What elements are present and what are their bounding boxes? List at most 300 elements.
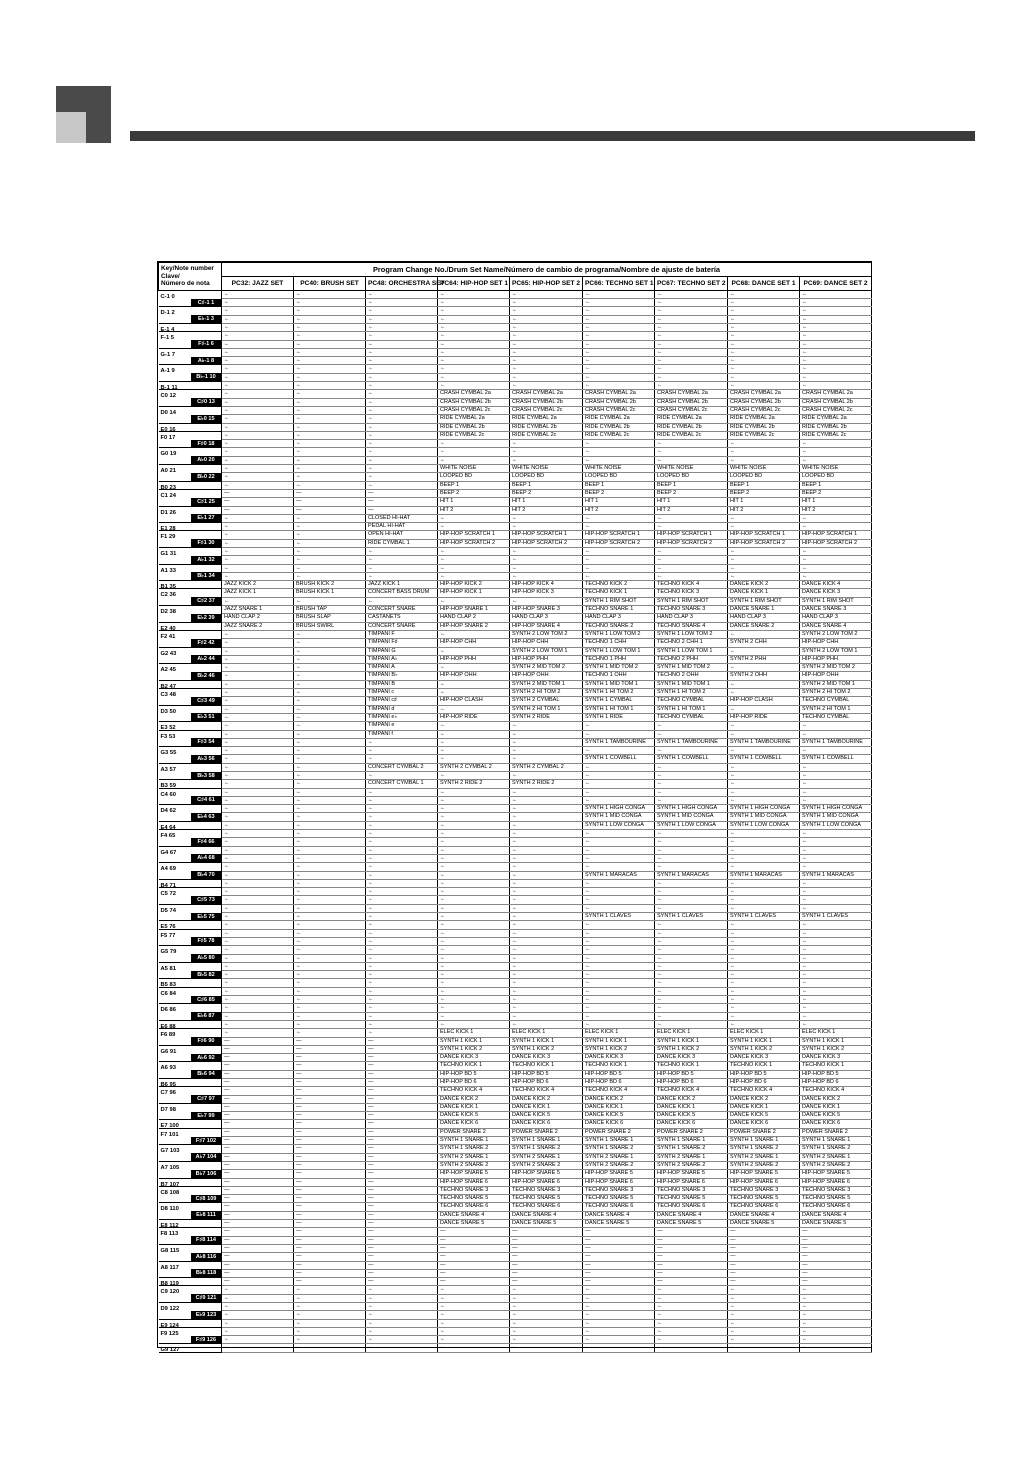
table-cell: HIP-HOP SNARE 5	[655, 1170, 728, 1178]
black-key-label: C♯4 61	[191, 796, 221, 804]
table-cell: SYNTH 1 SNARE 2	[438, 1145, 510, 1153]
table-cell: —	[583, 1269, 655, 1277]
table-cell: TIMPANI f	[366, 730, 438, 738]
table-cell: ←	[222, 971, 294, 979]
table-cell: —	[728, 1228, 800, 1236]
table-cell: CONCERT BASS DRUM	[366, 589, 438, 597]
key-cell	[159, 423, 222, 431]
table-cell: —	[294, 1037, 366, 1045]
key-cell	[159, 1303, 222, 1311]
table-cell: ←	[583, 846, 655, 854]
table-cell: SYNTH 1 KICK 2	[583, 1045, 655, 1053]
key-cell	[159, 1195, 222, 1203]
table-cell: ←	[728, 896, 800, 904]
table-row	[159, 962, 872, 970]
table-cell: SYNTH 2 MID TOM 1	[800, 680, 872, 688]
table-cell: SYNTH 2 SNARE 2	[728, 1161, 800, 1169]
table-cell: ←	[583, 962, 655, 970]
table-cell: ←	[800, 979, 872, 987]
table-cell: SYNTH 2 MID TOM 1	[510, 680, 583, 688]
table-cell: ←	[800, 315, 872, 323]
table-cell: ←	[510, 1311, 583, 1319]
table-cell: TECHNO KICK 1	[800, 1062, 872, 1070]
table-cell: ←	[294, 547, 366, 555]
table-cell: ←	[655, 440, 728, 448]
table-cell: HAND CLAP 3	[583, 614, 655, 622]
table-cell: ←	[438, 1004, 510, 1012]
table-cell: —	[800, 1261, 872, 1269]
table-cell: TIMPANI G	[366, 647, 438, 655]
table-cell: TIMPANI c♯	[366, 697, 438, 705]
table-cell: ←	[728, 1004, 800, 1012]
white-key-label: B8 119	[160, 1281, 179, 1288]
table-cell: ←	[655, 838, 728, 846]
table-cell: ←	[800, 456, 872, 464]
table-cell: DANCE KICK 3	[800, 1054, 872, 1062]
table-row	[159, 664, 872, 672]
table-cell: ←	[800, 523, 872, 531]
table-cell: ←	[583, 796, 655, 804]
table-cell: —	[366, 1078, 438, 1086]
table-row	[159, 1020, 872, 1028]
table-cell: ←	[800, 962, 872, 970]
table-cell: ←	[294, 1012, 366, 1020]
table-cell: —	[366, 1161, 438, 1169]
table-cell: ←	[222, 689, 294, 697]
table-cell: SYNTH 1 MID CONGA	[655, 813, 728, 821]
table-cell: SYNTH 1 HI TOM 2	[583, 689, 655, 697]
table-row	[159, 1045, 872, 1053]
table-cell: —	[438, 1278, 510, 1286]
white-key-label: A1 33	[160, 567, 176, 574]
key-cell	[159, 514, 222, 522]
table-cell: —	[222, 1253, 294, 1261]
white-key-label: E5 76	[160, 924, 176, 931]
key-cell	[159, 589, 222, 597]
table-row	[159, 406, 872, 414]
table-cell: SYNTH 2 HI TOM 2	[800, 689, 872, 697]
table-cell: TECHNO SNARE 3	[728, 1186, 800, 1194]
key-cell	[159, 606, 222, 614]
table-cell: —	[655, 1236, 728, 1244]
table-cell: ←	[222, 290, 294, 298]
key-cell	[159, 1062, 222, 1070]
table-row	[159, 913, 872, 921]
table-cell: HIP-HOP SNARE 5	[728, 1170, 800, 1178]
table-cell: ←	[510, 1004, 583, 1012]
table-row	[159, 1336, 872, 1344]
table-cell: —	[728, 1236, 800, 1244]
key-cell	[159, 1278, 222, 1286]
table-cell: HIP-HOP SNARE 2	[438, 622, 510, 630]
table-cell: BEEP 1	[728, 481, 800, 489]
table-cell: ←	[583, 1303, 655, 1311]
table-cell: —	[294, 1220, 366, 1228]
table-cell: ←	[222, 1004, 294, 1012]
black-key-label: E♭2 39	[191, 614, 221, 622]
table-cell: ←	[800, 1319, 872, 1327]
table-cell: —	[222, 1228, 294, 1236]
table-cell: RIDE CYMBAL 2a	[655, 415, 728, 423]
key-cell	[159, 348, 222, 356]
table-cell: ←	[800, 564, 872, 572]
table-cell: —	[222, 1070, 294, 1078]
key-cell	[159, 1012, 222, 1020]
table-row	[159, 589, 872, 597]
table-row	[159, 606, 872, 614]
table-row	[159, 904, 872, 912]
table-cell: TECHNO KICK 4	[655, 1087, 728, 1095]
table-cell: ←	[294, 672, 366, 680]
table-cell: SYNTH 2 CYMBAL 2	[438, 763, 510, 771]
table-cell: —	[366, 1278, 438, 1286]
table-cell: ←	[510, 290, 583, 298]
table-cell: —	[294, 1261, 366, 1269]
table-row	[159, 772, 872, 780]
table-cell: ←	[294, 556, 366, 564]
table-cell: ←	[438, 946, 510, 954]
table-cell: ←	[366, 772, 438, 780]
table-cell: ←	[366, 805, 438, 813]
table-cell: HIP-HOP PHH	[438, 655, 510, 663]
table-row	[159, 846, 872, 854]
table-cell: TIMPANI F♯	[366, 639, 438, 647]
table-cell: —	[222, 1236, 294, 1244]
table-cell: SYNTH 1 HI TOM 2	[655, 689, 728, 697]
table-row	[159, 614, 872, 622]
table-cell: ←	[366, 821, 438, 829]
white-key-label: E-1 4	[160, 326, 175, 333]
table-cell: ←	[222, 1029, 294, 1037]
table-cell: —	[728, 1253, 800, 1261]
table-cell: ←	[583, 340, 655, 348]
table-cell: SYNTH 2 HI TOM 1	[510, 705, 583, 713]
table-row	[159, 1112, 872, 1120]
table-cell: DANCE SNARE 4	[510, 1211, 583, 1219]
key-cell	[159, 406, 222, 414]
table-cell: ←	[438, 854, 510, 862]
table-cell: ←	[294, 564, 366, 572]
table-cell: ←	[728, 514, 800, 522]
table-cell: ←	[583, 564, 655, 572]
table-cell: TIMPANI F	[366, 630, 438, 638]
table-cell: HIP-HOP SCRATCH 2	[655, 539, 728, 547]
key-cell	[159, 1045, 222, 1053]
table-cell: ←	[510, 373, 583, 381]
table-row	[159, 1311, 872, 1319]
table-cell: ←	[510, 788, 583, 796]
table-cell: HIP-HOP BD 6	[583, 1078, 655, 1086]
table-cell: —	[294, 1161, 366, 1169]
key-cell	[159, 1020, 222, 1028]
table-cell: DANCE KICK 5	[655, 1112, 728, 1120]
key-cell	[159, 937, 222, 945]
table-cell: ←	[366, 1319, 438, 1327]
table-cell: SYNTH 1 COWBELL	[800, 755, 872, 763]
table-cell: LOOPED BD	[728, 473, 800, 481]
key-cell	[159, 854, 222, 862]
table-row	[159, 323, 872, 331]
key-cell	[159, 1261, 222, 1269]
table-cell: ←	[294, 299, 366, 307]
table-cell: HAND CLAP 2	[438, 614, 510, 622]
key-cell	[159, 913, 222, 921]
table-cell: BEEP 2	[800, 489, 872, 497]
white-key-label: F1 29	[160, 534, 176, 541]
table-cell: —	[366, 1120, 438, 1128]
table-cell: DANCE KICK 6	[728, 1120, 800, 1128]
table-row	[159, 863, 872, 871]
table-cell: ←	[222, 572, 294, 580]
table-row	[159, 597, 872, 605]
table-row	[159, 1070, 872, 1078]
black-key-label: B♭-1 10	[191, 373, 221, 381]
table-cell: DANCE KICK 1	[728, 1103, 800, 1111]
key-cell	[159, 572, 222, 580]
table-cell: TECHNO 2 CHH 1	[655, 639, 728, 647]
table-cell: ←	[438, 1327, 510, 1335]
table-cell: ←	[583, 299, 655, 307]
table-cell: ←	[222, 547, 294, 555]
column-header: PC68: DANCE SET 1	[728, 276, 800, 290]
key-cell	[159, 365, 222, 373]
table-cell: TECHNO KICK 4	[800, 1087, 872, 1095]
table-cell: ←	[294, 738, 366, 746]
table-row	[159, 547, 872, 555]
table-cell: BEEP 2	[583, 489, 655, 497]
table-cell: ←	[294, 1004, 366, 1012]
table-cell: ←	[438, 996, 510, 1004]
table-cell: ←	[510, 996, 583, 1004]
table-cell: ←	[583, 854, 655, 862]
table-cell: ←	[655, 340, 728, 348]
table-row	[159, 680, 872, 688]
table-cell: ←	[366, 1303, 438, 1311]
table-cell: ←	[294, 796, 366, 804]
table-cell: ←	[655, 1336, 728, 1344]
white-key-label: D9 122	[160, 1306, 180, 1312]
table-cell: CRASH CYMBAL 2a	[728, 390, 800, 398]
table-cell: ←	[222, 805, 294, 813]
table-cell: ←	[655, 780, 728, 788]
column-header: PC65: HIP-HOP SET 2	[510, 276, 583, 290]
table-cell: ←	[800, 780, 872, 788]
white-key-label: A8 117	[160, 1264, 179, 1271]
black-key-label: C♯6 85	[191, 996, 221, 1004]
table-cell: ←	[294, 664, 366, 672]
table-cell: BEEP 2	[510, 489, 583, 497]
table-cell: ←	[510, 871, 583, 879]
table-cell: TECHNO KICK 4	[583, 1087, 655, 1095]
table-row	[159, 796, 872, 804]
table-cell: ←	[294, 879, 366, 887]
table-cell: ←	[438, 722, 510, 730]
table-cell: ←	[800, 879, 872, 887]
table-cell: DANCE KICK 5	[583, 1112, 655, 1120]
table-cell: ←	[583, 1344, 655, 1352]
table-cell: ←	[438, 556, 510, 564]
table-cell: ←	[222, 996, 294, 1004]
table-cell: ←	[294, 1286, 366, 1294]
table-cell: ←	[800, 572, 872, 580]
table-cell: SYNTH 1 MARACAS	[800, 871, 872, 879]
table-cell: ←	[294, 697, 366, 705]
table-cell: ←	[438, 788, 510, 796]
table-cell: HIP-HOP BD 6	[510, 1078, 583, 1086]
table-cell: JAZZ KICK 1	[366, 581, 438, 589]
table-cell: ←	[510, 332, 583, 340]
table-row	[159, 830, 872, 838]
table-cell: ←	[222, 465, 294, 473]
table-cell: CRASH CYMBAL 2c	[583, 406, 655, 414]
table-row	[159, 1278, 872, 1286]
table-cell: CRASH CYMBAL 2c	[800, 406, 872, 414]
table-cell: ←	[366, 1029, 438, 1037]
key-cell	[159, 373, 222, 381]
table-cell: ←	[510, 1303, 583, 1311]
table-cell: —	[655, 1278, 728, 1286]
table-cell: ←	[438, 979, 510, 987]
table-cell: ←	[438, 962, 510, 970]
key-cell	[159, 465, 222, 473]
key-cell	[159, 1153, 222, 1161]
table-cell: ←	[728, 846, 800, 854]
table-cell: ←	[728, 1020, 800, 1028]
table-cell: ←	[294, 971, 366, 979]
white-key-label: D3 50	[160, 708, 176, 715]
table-cell: POWER SNARE 2	[655, 1128, 728, 1136]
table-row	[159, 1095, 872, 1103]
table-cell: HIP-HOP SCRATCH 1	[800, 531, 872, 539]
table-cell: —	[728, 1244, 800, 1252]
table-cell: ←	[510, 348, 583, 356]
white-key-label: D-1 2	[160, 310, 175, 317]
table-cell: —	[222, 1261, 294, 1269]
table-cell: LOOPED BD	[583, 473, 655, 481]
table-cell: ←	[222, 954, 294, 962]
table-cell: CRASH CYMBAL 2a	[800, 390, 872, 398]
table-cell: ←	[583, 1319, 655, 1327]
key-cell	[159, 763, 222, 771]
table-cell: ←	[728, 763, 800, 771]
table-cell: TECHNO 2 PHH	[655, 655, 728, 663]
table-cell: ←	[438, 448, 510, 456]
table-cell: —	[366, 1269, 438, 1277]
table-cell: ←	[294, 473, 366, 481]
table-cell: ←	[800, 299, 872, 307]
table-cell: —	[366, 1062, 438, 1070]
table-cell: DANCE KICK 1	[510, 1103, 583, 1111]
table-cell: ←	[510, 448, 583, 456]
table-cell: ←	[655, 357, 728, 365]
key-cell	[159, 830, 222, 838]
table-row	[159, 415, 872, 423]
black-key-label: F♯5 78	[191, 937, 221, 945]
table-cell: CRASH CYMBAL 2a	[583, 390, 655, 398]
table-cell: ←	[510, 755, 583, 763]
table-cell: ←	[222, 921, 294, 929]
table-cell: ←	[294, 680, 366, 688]
table-cell: —	[655, 1261, 728, 1269]
key-cell	[159, 473, 222, 481]
key-cell	[159, 672, 222, 680]
key-cell	[159, 1228, 222, 1236]
table-row	[159, 987, 872, 995]
table-cell: SYNTH 1 MID TOM 2	[655, 664, 728, 672]
table-cell: LOOPED BD	[800, 473, 872, 481]
table-cell: ←	[438, 382, 510, 390]
table-cell: HIP-HOP SNARE 1	[438, 606, 510, 614]
table-cell: ←	[728, 1286, 800, 1294]
table-cell: SYNTH 1 HIGH CONGA	[800, 805, 872, 813]
black-key-label: E♭4 63	[191, 813, 221, 821]
table-cell: SYNTH 2 CYMBAL 2	[510, 763, 583, 771]
table-cell: ←	[655, 971, 728, 979]
black-key-label: B♭6 94	[191, 1070, 221, 1078]
table-cell: CRASH CYMBAL 2c	[728, 406, 800, 414]
table-cell: ←	[728, 904, 800, 912]
table-cell: ←	[728, 730, 800, 738]
table-cell: ←	[438, 863, 510, 871]
table-cell: TECHNO SNARE 3	[438, 1186, 510, 1194]
table-cell: ←	[728, 299, 800, 307]
table-cell: ←	[510, 946, 583, 954]
black-key-label: E♭7 99	[191, 1112, 221, 1120]
key-cell	[159, 564, 222, 572]
key-cell	[159, 863, 222, 871]
table-row	[159, 1203, 872, 1211]
table-cell: —	[366, 1054, 438, 1062]
table-cell: SYNTH 2 SNARE 1	[800, 1153, 872, 1161]
table-cell: ←	[800, 365, 872, 373]
table-cell: ←	[438, 1319, 510, 1327]
table-cell: ←	[510, 879, 583, 887]
key-cell	[159, 921, 222, 929]
table-cell: ←	[438, 954, 510, 962]
table-cell: ←	[366, 431, 438, 439]
black-key-label: C♯-1 1	[191, 299, 221, 307]
table-cell: ←	[583, 1286, 655, 1294]
table-cell: —	[438, 1236, 510, 1244]
table-cell: SYNTH 2 HI TOM 1	[800, 705, 872, 713]
table-row	[159, 531, 872, 539]
table-row	[159, 1170, 872, 1178]
table-cell: TECHNO SNARE 1	[583, 606, 655, 614]
table-cell: ←	[294, 838, 366, 846]
table-cell: ←	[222, 863, 294, 871]
table-cell: HIP-HOP SNARE 6	[655, 1178, 728, 1186]
table-cell: ←	[222, 514, 294, 522]
table-cell: ←	[800, 547, 872, 555]
key-cell	[159, 689, 222, 697]
table-cell: ←	[728, 830, 800, 838]
table-cell: ←	[222, 987, 294, 995]
table-cell: ←	[222, 979, 294, 987]
key-cell	[159, 713, 222, 721]
table-cell: ←	[294, 448, 366, 456]
black-key-label: B♭0 22	[191, 473, 221, 481]
table-cell: SYNTH 1 SNARE 1	[728, 1137, 800, 1145]
white-key-label: B4 71	[160, 882, 176, 889]
table-cell: ←	[655, 523, 728, 531]
table-cell: ←	[800, 340, 872, 348]
black-key-label: C♯7 97	[191, 1095, 221, 1103]
table-cell: HIP-HOP BD 5	[510, 1070, 583, 1078]
table-row	[159, 299, 872, 307]
table-cell: ←	[800, 788, 872, 796]
table-cell: ←	[800, 830, 872, 838]
table-row	[159, 357, 872, 365]
